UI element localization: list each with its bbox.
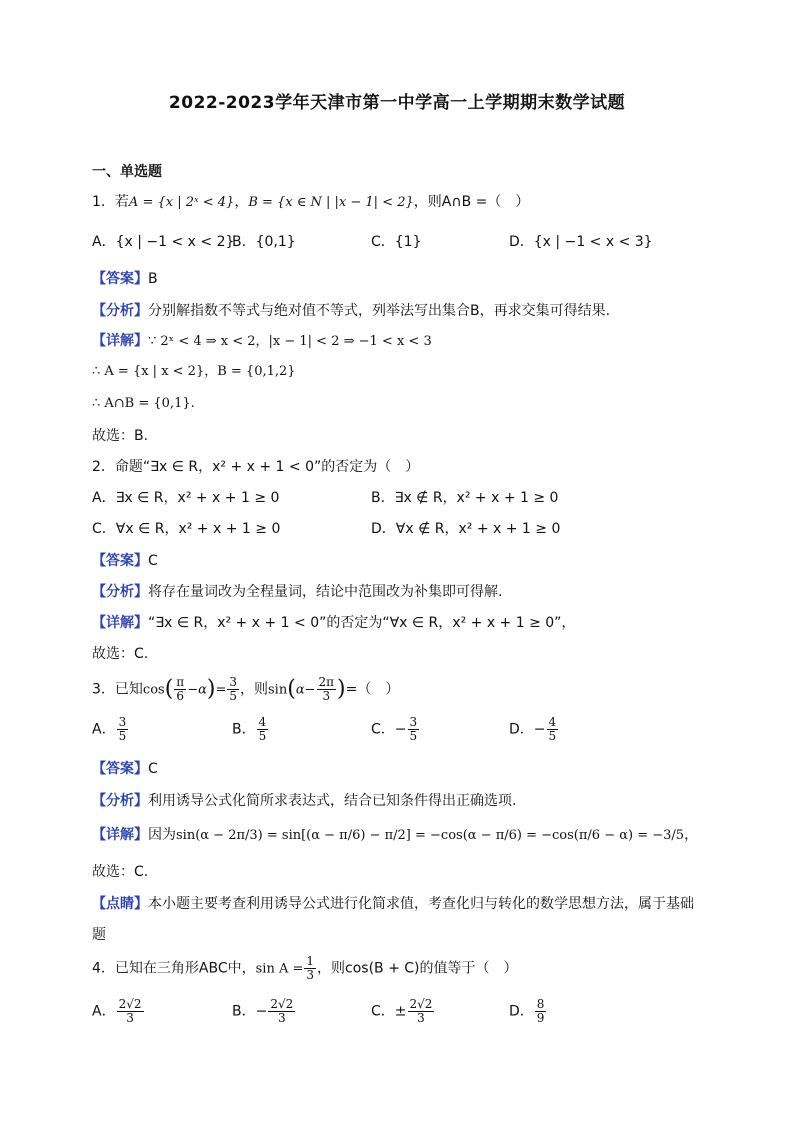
q2-choice-value: C. [134,646,149,662]
choice-label: 故选： [92,646,134,662]
q1-number: 1．若 [92,194,129,210]
q3-choice [92,863,148,881]
q3-option-b: B． $\frac{4}{5}$ [232,715,267,743]
q2-option-d: D．∀x ∉ R，x² + x + 1 ≥ 0 [371,521,561,537]
q2-option-b: B．∃x ∉ R，x² + x + 1 ≥ 0 [371,490,559,506]
q1-option-d: D．{x | −1 < x < 3} [509,234,653,250]
q2-answer-value: C [148,553,158,569]
q1-detail-line-3: ∴ A∩B = {0,1}. [92,396,195,411]
comment-label: 【点睛】 [92,896,148,912]
q3-answer-value: C [148,761,158,777]
analysis-label: 【分析】 [92,793,148,809]
answer-label: 【答案】 [92,553,148,569]
q3-number: 3．已知 [92,681,143,698]
q1-detail-line-1: ∵ 2ˣ < 4 ⇒ x < 2，|x − 1| < 2 ⇒ −1 < x < 3 [148,334,432,349]
q1-set-a: A = {x | 2ˣ < 4} [128,195,235,210]
q4-option-c: C．± $\frac{2√2}{3}$ [371,997,433,1025]
q3-detail-math: sin(α − 2π/3) = sin[(α − π/6) − π/2] = −cos(α − π/6) = −cos(π/6 − α) = −3/5 [176,828,685,843]
q3-comment-cont: 题 [92,927,106,943]
q3-analysis [92,792,516,810]
q1-option-a: A．{x | −1 < x < 2} [92,234,235,250]
q3-analysis-text: 利用诱导公式化简所求表达式，结合已知条件得出正确选项. [148,793,517,809]
q3-cos: cos [142,682,165,698]
page-title: 2022-2023学年天津市第一中学高一上学期期末数学试题 [168,93,626,113]
q2-analysis [92,583,502,601]
q4-option-d: D． $\frac{8}{9}$ [509,997,545,1025]
q3-pi-over-6: $\frac{\pi}{6}$ [176,675,185,703]
answer-label: 【答案】 [92,271,148,287]
choice-label: 故选： [92,428,134,444]
q3-comment [92,895,694,913]
q3-value: $\frac{3}{5}$ [229,675,238,703]
q1-choice [92,427,148,445]
analysis-label: 【分析】 [92,303,148,319]
q3-option-d: D．− $\frac{4}{5}$ [509,715,557,743]
answer-label: 【答案】 [92,761,148,777]
q1-answer-value: B [148,271,158,287]
q2-option-a: A．∃x ∈ R，x² + x + 1 ≥ 0 [92,490,280,506]
q1-ask: ，则A∩B =（ ） [413,194,530,210]
q2-option-c: C．∀x ∈ R，x² + x + 1 ≥ 0 [92,521,281,537]
q1-stem: 1．若A = {x | 2ˣ < 4}，B = {x ∈ N | |x − 1| < 2}，则A∩B =（ ） [92,194,530,210]
detail-label: 【详解】 [92,615,148,631]
q3-option-a: A． $\frac{3}{5}$ [92,715,127,743]
q2-detail [92,614,575,632]
q1-set-b: B = {x ∈ N | |x − 1| < 2} [248,195,414,210]
q3-option-c: C．− $\frac{3}{5}$ [371,715,418,743]
q2-answer [92,552,158,570]
q3-answer [92,760,158,778]
detail-label: 【详解】 [92,827,148,843]
q1-detail-line-2: ∴ A = {x | x < 2}，B = {0,1,2} [92,364,296,379]
q4-option-a: A． $\frac{2√2}{3}$ [92,997,142,1025]
q2-analysis-text: 将存在量词改为全程量词，结论中范围改为补集即可得解. [148,584,503,600]
q4-stem: 4．已知在三角形ABC中，sin A = $\frac{1}{3}$ ，则cos(B + C)的值等于（ ） [92,954,518,982]
q1-analysis-text: 分别解指数不等式与绝对值不等式，列举法写出集合B，再求交集可得结果. [148,303,611,319]
choice-label: 故选： [92,864,134,880]
q3-detail: 【详解】因为sin(α − 2π/3) = sin[(α − π/6) − π/2] = −cos(α − π/6) = −cos(π/6 − α) = −3/5， [92,827,699,843]
detail-label: 【详解】 [92,333,148,349]
q3-stem: 3．已知cos( $\frac{\pi}{6}$ −α)= $\frac{3}{5}$ ，则sin(α− $\frac{2\pi}{3}$ )=（ ） [92,675,400,703]
q2-choice [92,645,148,663]
q1-analysis [92,302,610,320]
q2-stem: 2．命题“∃x ∈ R，x² + x + 1 < 0”的否定为（ ） [92,459,420,475]
section-heading: 一、单选题 [92,164,162,180]
analysis-label: 【分析】 [92,584,148,600]
q1-answer [92,270,158,288]
q3-comment-text: 本小题主要考查利用诱导公式进行化简求值，考查化归与转化的数学思想方法，属于基础 [148,896,694,912]
q4-option-b: B．− $\frac{2√2}{3}$ [232,997,294,1025]
q1-option-c: C．{1} [371,234,422,250]
q1-option-b: B．{0,1} [232,234,296,250]
q3-choice-value: C. [134,864,149,880]
q1-choice-value: B. [134,428,149,444]
q2-detail-text: “∃x ∈ R，x² + x + 1 < 0”的否定为“∀x ∈ R，x² + x + 1 ≥ 0”， [148,615,576,631]
q1-detail [92,332,432,351]
